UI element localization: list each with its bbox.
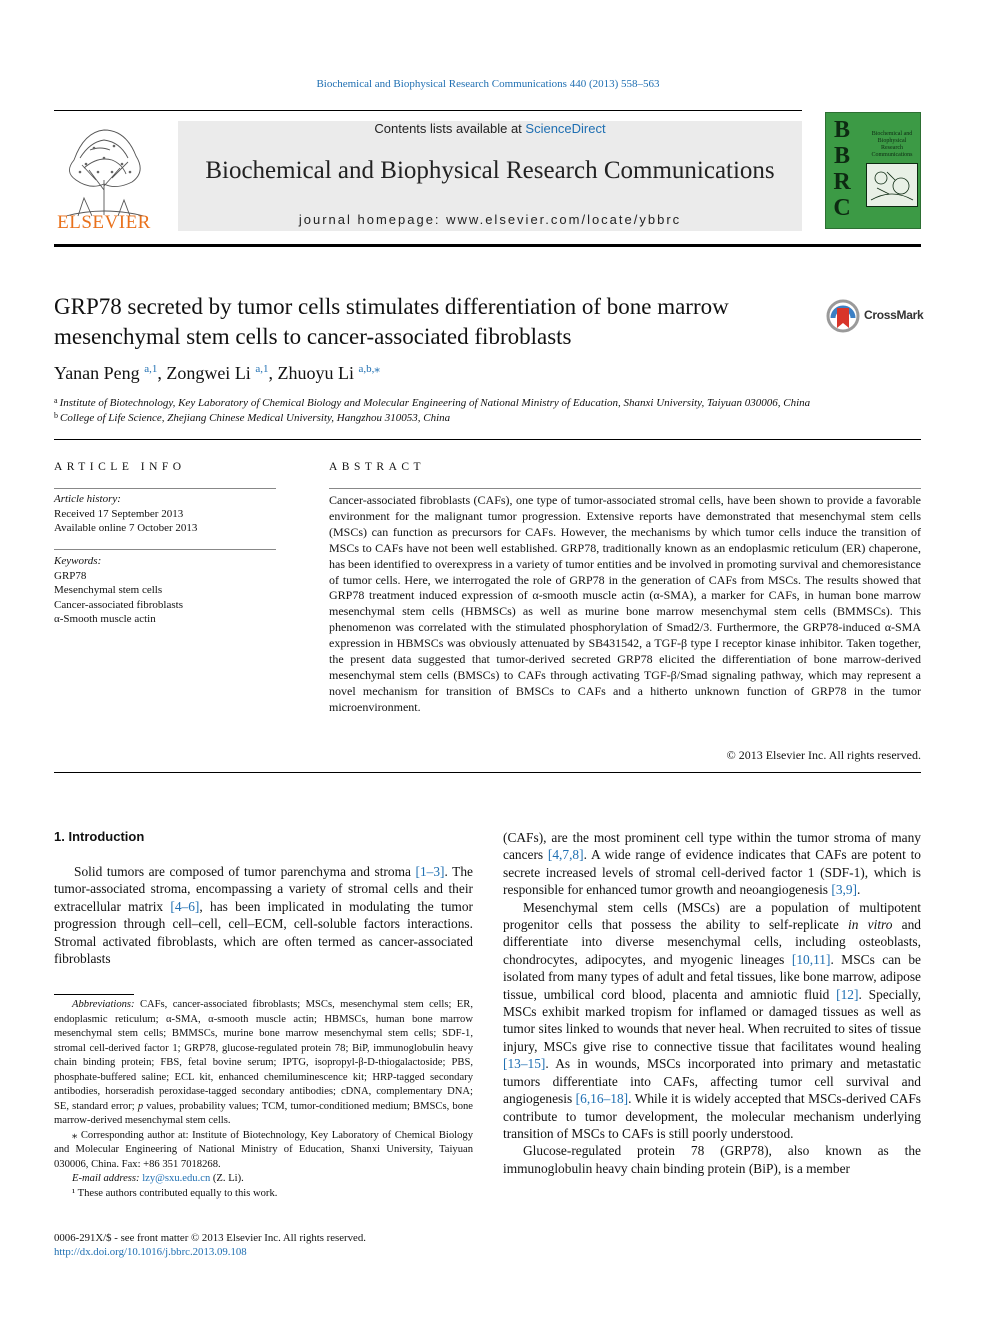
body-column-right (503, 829, 921, 1177)
author-name[interactable]: Yanan Peng (54, 363, 140, 383)
keywords-rule (54, 549, 276, 550)
footnote-rule (54, 994, 134, 995)
abbreviations-footnote (54, 998, 473, 1129)
affiliation-rule (54, 439, 921, 440)
paragraph-text: Solid tumors are composed of tumor parenchyma and stroma (74, 864, 416, 879)
top-rule (54, 110, 802, 111)
journal-cover-thumbnail (825, 112, 921, 229)
crossmark-label: CrossMark (864, 308, 924, 322)
equal-contribution-footnote: ¹ These authors contributed equally to this work. (72, 1187, 278, 1199)
keyword-item: Mesenchymal stem cells (54, 584, 163, 596)
keywords-list (54, 554, 276, 627)
email-suffix: (Z. Li). (210, 1173, 244, 1184)
citation-link[interactable]: [4,7,8] (547, 847, 584, 863)
sciencedirect-link[interactable]: ScienceDirect (525, 121, 606, 136)
keyword-item: GRP78 (54, 569, 87, 582)
citation-link[interactable]: [6,16–18] (575, 1091, 629, 1107)
intro-paragraph (54, 863, 473, 967)
footnotes (54, 998, 473, 1201)
introduction-heading: 1. Introduction (54, 829, 145, 844)
intro-paragraph (503, 899, 921, 1143)
paragraph-text: . The tumor-associated stroma, encompassing a variety of stromal cells and their extracellular matrix (54, 864, 473, 914)
paragraph-text: . As in wounds, MSCs incorporated into primary and metastatic tumors differentiate into CAFs, affecting tumor cell survival and angiogenesis (503, 1056, 921, 1107)
intro-paragraph (503, 829, 921, 899)
keywords-label: Keywords: (54, 555, 102, 567)
author-affiliation-marks[interactable]: a,1 (255, 363, 269, 375)
history-label: Article history: (54, 493, 121, 505)
email-label: E-mail address: (72, 1173, 140, 1184)
article-info-heading: ARTICLE INFO (54, 461, 186, 473)
cover-artwork-icon (866, 163, 918, 207)
citation-link[interactable]: [3,9] (831, 882, 858, 898)
crossmark-icon (826, 298, 860, 334)
cover-letter: R (833, 169, 851, 195)
journal-homepage-link[interactable]: journal homepage: www.elsevier.com/locate/ybbrc (298, 212, 682, 227)
affiliation-b (54, 411, 450, 424)
affiliation-mark: a (54, 396, 58, 405)
abbreviations-text-end: values, probability values; TCM, tumor-conditioned medium; BMSCs, bone marrow-derived mesenchymal stem cells. (54, 1100, 474, 1126)
paragraph-text: , has been implicated in modulating the tumor progression through cell–cell, cell–ECM, cell-soluble factors interactions. Stromal activated fibroblasts, which are often termed as cancer-associated fibroblasts (54, 898, 473, 967)
citation-link[interactable]: [12] (836, 986, 859, 1002)
paragraph-text: . (857, 882, 861, 898)
abbreviations-label: Abbreviations: (72, 999, 135, 1010)
affiliation-mark: b (54, 411, 58, 420)
keyword-item: α-Smooth muscle actin (54, 613, 156, 625)
article-info-rule (54, 488, 276, 489)
front-matter (54, 1231, 366, 1259)
email-link[interactable]: lzy@sxu.edu.cn (142, 1173, 211, 1184)
contents-available-line (178, 121, 802, 136)
cover-journal-name: Biochemical and Biophysical Research Communications (871, 131, 913, 158)
abstract-rule (329, 488, 921, 489)
abstract-heading: ABSTRACT (329, 461, 426, 473)
paragraph-text: . While it is widely accepted that MSCs-derived CAFs contribute to tumor development, the molecular mechanism underlying transition of MSCs to CAFs is still poorly understood. (503, 1091, 921, 1141)
italic-text: in vitro (848, 917, 893, 933)
elsevier-wordmark: ELSEVIER (57, 212, 151, 233)
author-separator: , (157, 363, 167, 383)
paragraph-text: . A wide range of evidence indicates that CAFs are potent to secrete increased levels of stromal cell-derived factor 1 (SDF-1), which is responsible for enhanced tumor growth and neoangiogenesis (503, 847, 921, 898)
citation-link[interactable]: [10,11] (791, 951, 831, 967)
journal-citation-link[interactable]: Biochemical and Biophysical Research Communications 440 (2013) 558–563 (316, 78, 660, 90)
abbreviations-p: p (137, 1100, 144, 1112)
cover-letter: C (833, 195, 851, 221)
author-separator: , (268, 363, 278, 383)
paragraph-text: (CAFs), are the most prominent cell type within the tumor stroma of many cancers (503, 830, 921, 863)
citation-link[interactable]: [13–15] (503, 1056, 546, 1072)
cover-letter: B (833, 143, 850, 169)
article-title: GRP78 secreted by tumor cells stimulates differentiation of bone marrow mesenchymal stem cells to cancer-associated fibroblasts (54, 294, 729, 349)
affiliation-text: College of Life Science, Zhejiang Chinese Medical University, Hangzhou 310053, China (60, 412, 451, 424)
article-history (54, 492, 276, 536)
contents-prefix: Contents lists available at (374, 121, 526, 136)
affiliation-a (54, 396, 810, 409)
body-column-left (54, 863, 473, 967)
doi-link[interactable]: http://dx.doi.org/10.1016/j.bbrc.2013.09.108 (54, 1246, 247, 1258)
paragraph-text: and differentiate into diverse mesenchymal cells, including osteoblasts, chondrocytes, adipocytes, and myogenic lineages (503, 917, 922, 967)
email-footnote (54, 1172, 473, 1187)
crossmark-badge[interactable] (826, 298, 926, 334)
corresponding-author-footnote: ⁎ Corresponding author at: Institute of Biotechnology, Key Laboratory of Chemical Biology and Molecular Engineering of National Ministry of Education, Shanxi University, Taiyuan 030006, China. Fax: +86 351 7018268. (54, 1129, 473, 1170)
journal-title: Biochemical and Biophysical Research Communications (205, 157, 775, 184)
journal-masthead (178, 121, 802, 231)
citation-link[interactable]: [1–3] (415, 864, 445, 879)
issn-line: 0006-291X/$ - see front matter © 2013 Elsevier Inc. All rights reserved. (54, 1232, 366, 1244)
paragraph-text: Glucose-regulated protein 78 (GRP78), also known as the immunoglobulin heavy chain binding protein (BiP), is a member (503, 1143, 921, 1176)
author-name[interactable]: Zhuoyu Li (277, 363, 354, 383)
header-rule (54, 244, 921, 247)
author-list (54, 362, 380, 384)
abbreviations-text: CAFs, cancer-associated fibroblasts; MSCs, mesenchymal stem cells; ER, endoplasmic reticulum; α-SMA, α-smooth muscle actin; HBMSCs, human bone marrow mesenchymal stem cells; BMMSCs, murine bone marrow mesenchymal stem cells; SDF-1, stromal cell-derived factor 1; GRP78, glucose-regulated protein 78; BiP, immunoglobulin heavy chain binding protein; FBS, fetal bovine serum; IPTG, isopropyl-β-D-thiogalactoside; PBS, phosphate-buffered saline; ECL kit, enhanced chemiluminescence kit; HRP-tagged secondary antibodies, horseradish peroxidase-tagged secondary antibodies; cDNA, complementary DNA; SE, standard error; (54, 999, 473, 1112)
paragraph-text: . Specially, MSCs exhibit marked tropism for inflamed or damaged tissues as well as tumor sites linked to wounds that never heal. When recruited to sites of tissue injury, MSCs give rise to connective tissue that facilitates wound healing (503, 986, 921, 1054)
affiliation-text: Institute of Biotechnology, Key Laboratory of Chemical Biology and Molecular Engineering of National Ministry of Education, Shanxi University, Taiyuan 030006, China (59, 397, 811, 409)
cover-letters (829, 117, 855, 221)
abstract-text: Cancer-associated fibroblasts (CAFs), one type of tumor-associated stromal cells, have been shown to provide a favorable environment for the malignant tumor progression. Extensive reports have demonstrated that mesenchymal stem cells (MSCs) can function as precursors for CAFs. However, the mechanisms by which tumor cells induce the transition of MSCs to CAFs have not been well established. GRP78, traditionally known as an endoplasmic reticulum (ER) chaperone, has been identified to overexpress in a variety of tumor entities and be involved in promoting survival and chemoresistance of tumor cells. Here, we interrogated the role of GRP78 in the generation of CAFs from MSCs. The results showed that GRP78 treatment induced expression of α-smooth muscle actin (α-SMA), a marker for CAFs, in human bone marrow mesenchymal stem cells (HBMSCs) as well as murine bone marrow mesenchymal stem cells (BMMSCs). This phenomenon was correlated with the stimulated phosphorylation of Smad2/3. Furthermore, the GRP78-induced α-SMA expression in HBMSCs was obviously attenuated by SB431542, a TGF-β type I receptor kinase inhibitor. Taken together, the present data suggested that tumor-derived secreted GRP78 elicited the differentiation of bone marrow-derived mesenchymal stem cells (BMSCs) to CAFs through activating TGF-β/Smad signaling pathway, which may represent a novel mechanism for transition of BMSCs to CAFs and a hitherto unknown function of GRP78 in the tumor microenvironment. (329, 493, 921, 714)
author-affiliation-marks[interactable]: a,b,⁎ (358, 363, 380, 375)
abstract-bottom-rule (54, 772, 921, 773)
received-date: Received 17 September 2013 (54, 507, 184, 520)
paragraph-text: . MSCs can be isolated from many types of adult and fetal tissues, like bone marrow, adipose tissue, umbilical cord blood, placenta and amniotic fluid (503, 951, 922, 1002)
abstract-copyright: © 2013 Elsevier Inc. All rights reserved. (726, 748, 921, 762)
citation-link[interactable]: [4–6] (170, 898, 200, 914)
keyword-item: Cancer-associated fibroblasts (54, 598, 183, 611)
paragraph-text: Mesenchymal stem cells (MSCs) are a population of multipotent progenitor cells that possess the ability to self-replicate (503, 899, 921, 933)
author-affiliation-marks[interactable]: a,1 (144, 363, 158, 375)
author-name[interactable]: Zongwei Li (166, 363, 251, 383)
available-date: Available online 7 October 2013 (54, 522, 198, 534)
intro-paragraph (503, 1142, 921, 1177)
cover-letter: B (833, 117, 850, 143)
